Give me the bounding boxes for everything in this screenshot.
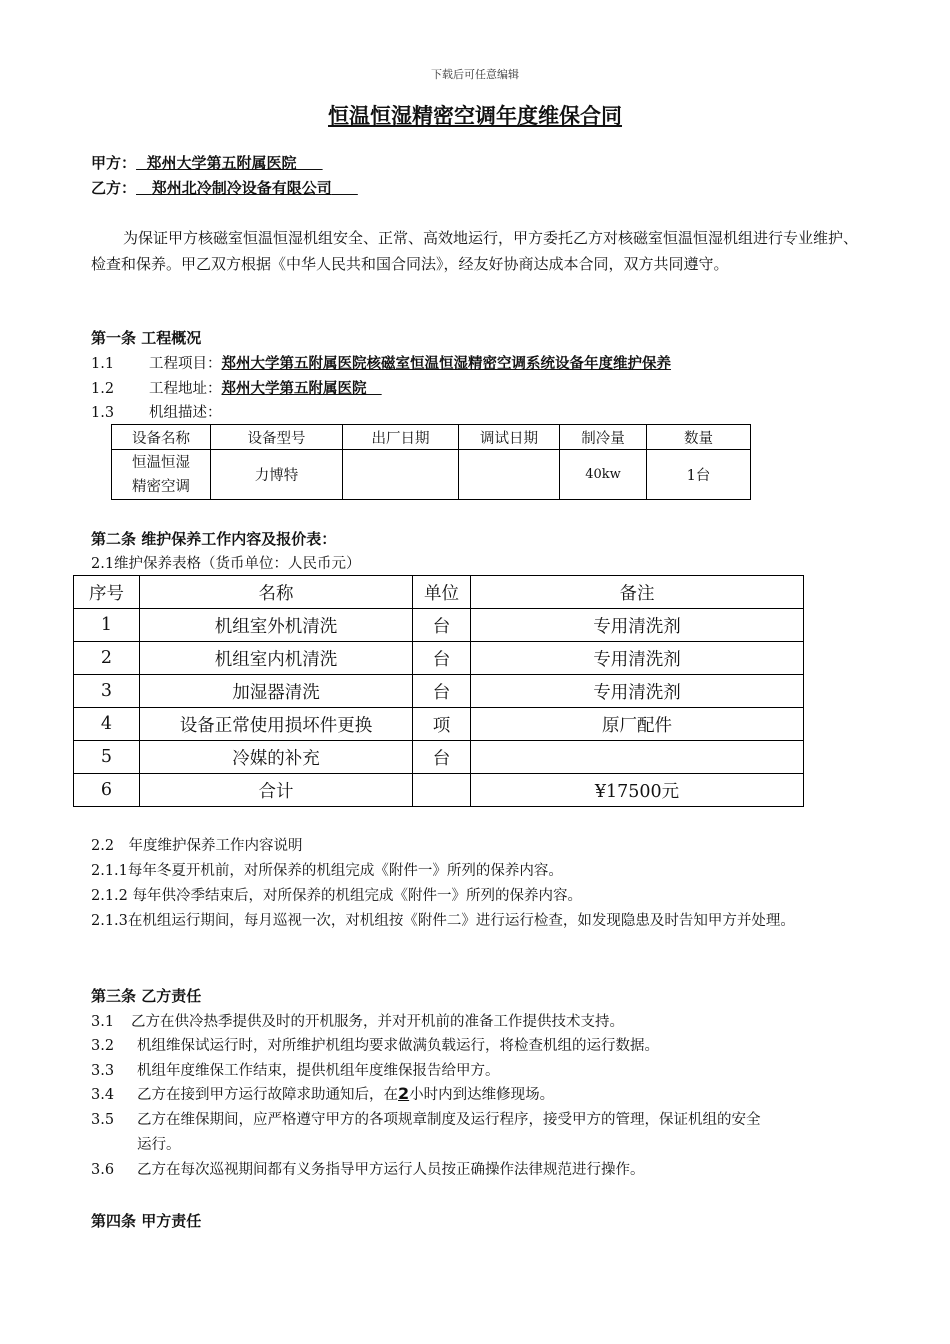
- item-value: 郑州大学第五附属医院: [221, 381, 367, 397]
- table-header-cell: 备注: [471, 576, 804, 609]
- article2-note-3: 2.1.2 每年供冷季结束后，对所保养的机组完成《附件一》所列的保养内容。: [91, 888, 583, 904]
- item-label: 工程项目：: [149, 356, 222, 372]
- article3-item-6: [91, 1158, 645, 1179]
- table-row: [74, 642, 804, 675]
- table-header-cell: 数量: [647, 425, 751, 450]
- item-number: 3.6: [91, 1162, 115, 1178]
- article3-item-1: [91, 1010, 624, 1031]
- table-cell: [413, 774, 471, 807]
- article3-item-4: [91, 1083, 554, 1104]
- table-cell: 1: [74, 609, 140, 642]
- table-header-row: [112, 425, 751, 450]
- table-cell: 台: [413, 675, 471, 708]
- table-cell: 5: [74, 741, 140, 774]
- table-header-cell: 序号: [74, 576, 140, 609]
- table-cell: 6: [74, 774, 140, 807]
- article1-heading: 第一条 工程概况: [91, 329, 202, 347]
- item-number: 3.4: [91, 1087, 115, 1103]
- table-header-row: [74, 576, 804, 609]
- item-text: 机组维保试运行时，对所维护机组均要求做满负载运行，将检查机组的运行数据。: [137, 1038, 659, 1054]
- response-hours: 2: [398, 1084, 410, 1103]
- item-number: 3.5: [91, 1112, 115, 1128]
- item-text: 运行。: [137, 1137, 181, 1153]
- table-header-cell: 名称: [140, 576, 413, 609]
- table-row: [74, 675, 804, 708]
- item-text: 乙方在每次巡视期间都有义务指导甲方运行人员按正确操作法律规范进行操作。: [137, 1162, 645, 1178]
- header-note: 下载后可任意编辑: [431, 68, 519, 81]
- article3-heading: 第三条 乙方责任: [91, 987, 202, 1005]
- table-header-cell: 调试日期: [459, 425, 560, 450]
- item-text: 乙方在维保期间，应严格遵守甲方的各项规章制度及运行程序，接受甲方的管理，保证机组的安全: [137, 1112, 761, 1128]
- table-row: [74, 741, 804, 774]
- maintenance-price-table: [73, 575, 804, 807]
- party-b-value: 郑州北冷制冷设备有限公司: [151, 179, 332, 197]
- table-cell: 40kw: [560, 450, 647, 500]
- table-cell: 4: [74, 708, 140, 741]
- table-cell: 原厂配件: [471, 708, 804, 741]
- table-cell: [459, 450, 560, 500]
- table-cell: 1台: [647, 450, 751, 500]
- table-row: [74, 609, 804, 642]
- table-cell: 台: [413, 642, 471, 675]
- party-b: [91, 177, 358, 198]
- party-a-value: 郑州大学第五附属医院: [146, 154, 297, 172]
- item-text: 小时内到达维修现场。: [409, 1087, 555, 1103]
- item-label: 工程地址：: [149, 381, 222, 397]
- table-cell: 加湿器清洗: [140, 675, 413, 708]
- table-cell: 专用清洗剂: [471, 609, 804, 642]
- table-header-cell: 出厂日期: [343, 425, 459, 450]
- table-row: [112, 450, 751, 500]
- table-cell: 项: [413, 708, 471, 741]
- table-cell: 机组室内机清洗: [140, 642, 413, 675]
- table-cell: 设备正常使用损坏件更换: [140, 708, 413, 741]
- table-cell: 3: [74, 675, 140, 708]
- table-cell: [471, 741, 804, 774]
- table-cell: 机组室外机清洗: [140, 609, 413, 642]
- table-cell: ¥17500元: [471, 774, 804, 807]
- table-cell: 台: [413, 609, 471, 642]
- table-cell: 专用清洗剂: [471, 642, 804, 675]
- unit-description-table: [111, 424, 751, 500]
- article2-note-4: 2.1.3在机组运行期间，每月巡视一次，对机组按《附件二》进行运行检查，如发现隐患及时告知甲方并处理。: [91, 913, 795, 929]
- page-title: 恒温恒湿精密空调年度维保合同: [328, 104, 622, 128]
- intro-paragraph: 为保证甲方核磁室恒温恒湿机组安全、正常、高效地运行，甲方委托乙方对核磁室恒温恒湿机组进行专业维护、检查和保养。甲乙双方根据《中华人民共和国合同法》，经友好协商达成本合同，双方共同遵守。: [91, 229, 859, 273]
- item-number: 1.2: [91, 381, 115, 397]
- article3-item-2: [91, 1034, 659, 1055]
- item-label: 机组描述：: [149, 405, 222, 421]
- table-row: [74, 708, 804, 741]
- article1-item-1: [91, 352, 671, 373]
- item-text: 乙方在供冷热季提供及时的开机服务，并对开机前的准备工作提供技术支持。: [131, 1014, 624, 1030]
- table-cell: 冷媒的补充: [140, 741, 413, 774]
- item-number: 3.1: [91, 1014, 115, 1030]
- item-number: 3.3: [91, 1063, 115, 1079]
- article2-note-1: 2.2 年度维护保养工作内容说明: [91, 838, 303, 854]
- table-cell: 2: [74, 642, 140, 675]
- article2-subheading: 2.1维护保养表格（货币单位：人民币元）: [91, 556, 361, 572]
- table-cell: 恒温恒湿精密空调: [112, 450, 211, 500]
- article1-item-3: [91, 401, 222, 422]
- table-cell: 台: [413, 741, 471, 774]
- table-header-cell: 设备名称: [112, 425, 211, 450]
- table-header-cell: 设备型号: [211, 425, 343, 450]
- party-a: [91, 152, 323, 173]
- table-cell: 合计: [140, 774, 413, 807]
- article3-item-5-cont: [91, 1133, 181, 1154]
- article2-note-2: 2.1.1每年冬夏开机前，对所保养的机组完成《附件一》所列的保养内容。: [91, 863, 563, 879]
- article3-item-5: [91, 1108, 761, 1129]
- party-b-label: 乙方：: [91, 179, 137, 197]
- table-header-cell: 单位: [413, 576, 471, 609]
- article3-item-3: [91, 1059, 500, 1080]
- article4-heading: 第四条 甲方责任: [91, 1212, 202, 1230]
- table-cell: 专用清洗剂: [471, 675, 804, 708]
- table-cell: 力博特: [211, 450, 343, 500]
- item-number: 1.1: [91, 356, 115, 372]
- item-text: 乙方在接到甲方运行故障求助通知后，在: [137, 1087, 398, 1103]
- item-value: 郑州大学第五附属医院核磁室恒温恒湿精密空调系统设备年度维护保养: [221, 356, 671, 372]
- table-header-cell: 制冷量: [560, 425, 647, 450]
- party-a-label: 甲方：: [91, 154, 137, 172]
- item-text: 机组年度维保工作结束，提供机组年度维保报告给甲方。: [137, 1063, 500, 1079]
- item-number: 3.2: [91, 1038, 115, 1054]
- item-number: 1.3: [91, 405, 115, 421]
- table-row: [74, 774, 804, 807]
- article2-heading: 第二条 维护保养工作内容及报价表：: [91, 530, 337, 548]
- table-cell: [343, 450, 459, 500]
- article1-item-2: [91, 377, 382, 398]
